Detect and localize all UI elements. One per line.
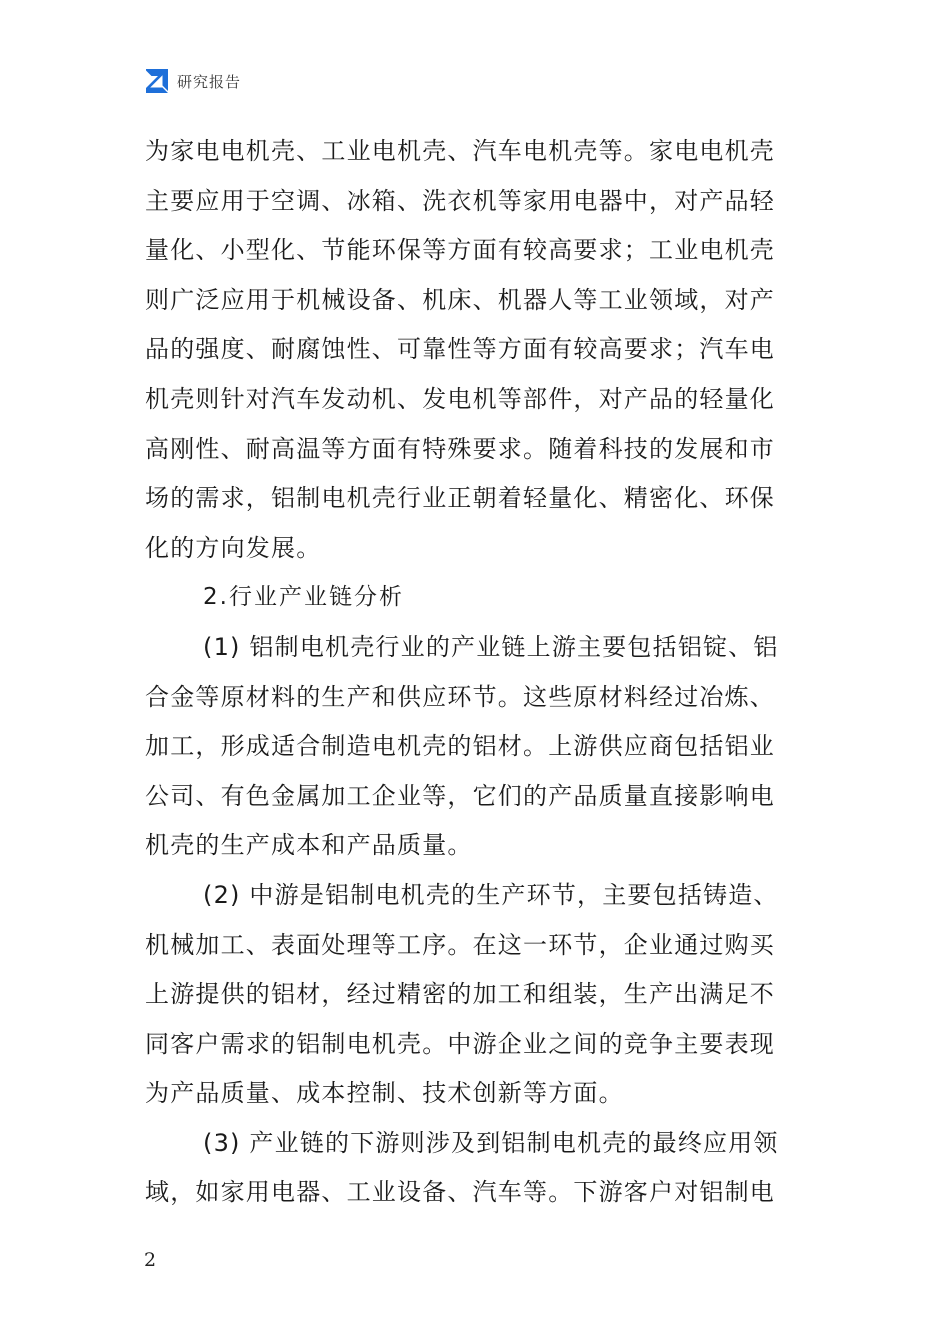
text-line: (1) 铝制电机壳行业的产业链上游主要包括铝锭、铝 [203, 632, 779, 661]
logo-arrow-shape [146, 69, 168, 93]
text-line: 为家电电机壳、工业电机壳、汽车电机壳等。家电电机壳 [145, 137, 775, 165]
paragraph [145, 623, 810, 871]
text-line: 则广泛应用于机械设备、机床、机器人等工业领域，对产 [145, 285, 775, 314]
document-body [145, 127, 810, 1218]
text-line: 主要应用于空调、冰箱、洗衣机等家用电器中，对产品轻 [145, 186, 775, 215]
arrow-up-right-icon [143, 68, 169, 94]
section-heading [145, 573, 810, 623]
text-line: 品的强度、耐腐蚀性、可靠性等方面有较高要求；汽车电 [145, 335, 775, 364]
text-line: 化的方向发展。 [145, 533, 322, 562]
text-line: 公司、有色金属加工企业等，它们的产品质量直接影响电 [145, 781, 775, 810]
text-line: 同客户需求的铝制电机壳。中游企业之间的竞争主要表现 [145, 1029, 775, 1058]
page-number: 2 [144, 1249, 157, 1271]
text-line: 机壳则针对汽车发动机、发电机等部件，对产品的轻量化 [145, 384, 775, 413]
text-line: 场的需求，铝制电机壳行业正朝着轻量化、精密化、环保 [145, 484, 775, 513]
paragraph [145, 871, 810, 1119]
text-line: 量化、小型化、节能环保等方面有较高要求；工业电机壳 [145, 236, 775, 265]
text-line: (3) 产业链的下游则涉及到铝制电机壳的最终应用领 [203, 1128, 779, 1157]
report-header [143, 66, 241, 96]
text-line: 域，如家用电器、工业设备、汽车等。下游客户对铝制电 [145, 1178, 775, 1207]
paragraph [145, 1119, 810, 1218]
text-line: 2.行业产业链分析 [203, 584, 404, 611]
text-line: 机壳的生产成本和产品质量。 [145, 831, 473, 860]
text-line: 加工，形成适合制造电机壳的铝材。上游供应商包括铝业 [145, 732, 775, 761]
text-line: (2) 中游是铝制电机壳的生产环节，主要包括铸造、 [203, 880, 779, 909]
text-line: 高刚性、耐高温等方面有特殊要求。随着科技的发展和市 [145, 434, 775, 463]
text-line: 为产品质量、成本控制、技术创新等方面。 [145, 1079, 624, 1108]
header-label: 研究报告 [177, 72, 242, 91]
text-line: 机械加工、表面处理等工序。在这一环节，企业通过购买 [145, 930, 775, 959]
paragraph [145, 127, 810, 573]
text-line: 合金等原材料的生产和供应环节。这些原材料经过冶炼、 [145, 682, 775, 711]
text-line: 上游提供的铝材，经过精密的加工和组装，生产出满足不 [145, 980, 775, 1009]
